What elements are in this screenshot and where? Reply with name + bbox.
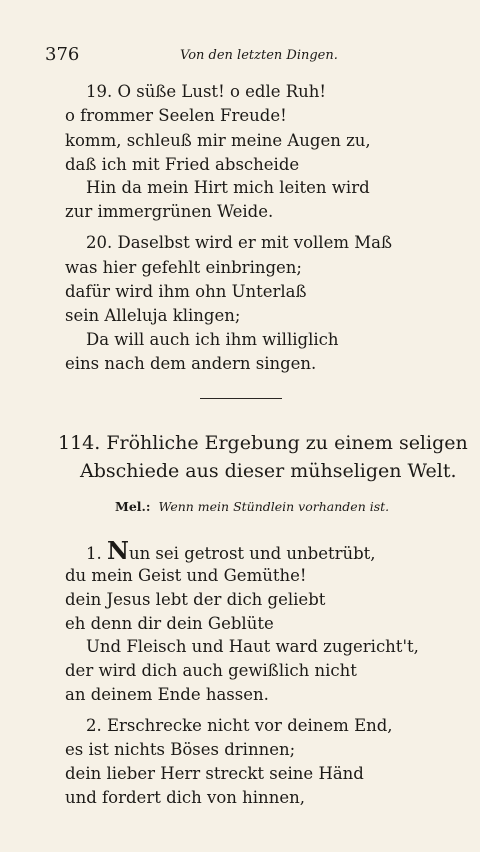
stanza-line: der wird dich auch gewißlich nicht: [65, 661, 357, 680]
melody-text: Wenn mein Stündlein vorhanden ist.: [158, 499, 390, 514]
stanza-line: Und Fleisch und Haut ward zugericht't,: [86, 637, 419, 656]
stanza-line: Hin da mein Hirt mich leiten wird: [86, 178, 370, 197]
stanza-number: 1.: [86, 544, 102, 563]
hymn-title-line: 114. Fröhliche Ergebung zu einem seligen: [58, 432, 468, 454]
stanza-line: komm, schleuß mir meine Augen zu,: [65, 131, 371, 150]
stanza-line: 20. Daselbst wird er mit vollem Maß: [86, 233, 392, 252]
stanza-line: an deinem Ende hassen.: [65, 685, 269, 704]
stanza-line: du mein Geist und Gemüthe!: [65, 566, 307, 585]
stanza-line: dein lieber Herr streckt seine Händ: [65, 764, 364, 783]
stanza-line: zur immergrünen Weide.: [65, 202, 274, 221]
stanza-line: und fordert dich von hinnen,: [65, 788, 305, 807]
hymn-title-line: Abschiede aus dieser mühseligen Welt.: [80, 460, 457, 482]
stanza-line: Da will auch ich ihm williglich: [86, 330, 339, 349]
stanza-line: was hier gefehlt einbringen;: [65, 258, 302, 277]
stanza-first-line: [86, 536, 376, 565]
stanza-line: o frommer Seelen Freude!: [65, 106, 287, 125]
melody-note: [115, 499, 389, 514]
stanza-line: 2. Erschrecke nicht vor deinem End,: [86, 716, 393, 735]
stanza-line: dafür wird ihm ohn Unterlaß: [65, 282, 307, 301]
stanza-line: eh denn dir dein Geblüte: [65, 614, 274, 633]
first-line-text: un sei getrost und unbetrübt,: [128, 544, 376, 563]
stanza-line: dein Jesus lebt der dich geliebt: [65, 590, 326, 609]
drop-initial: N: [107, 536, 129, 565]
stanza-line: 19. O süße Lust! o edle Ruh!: [86, 82, 327, 101]
stanza-line: eins nach dem andern singen.: [65, 354, 317, 373]
running-title: Von den letzten Dingen.: [180, 48, 338, 63]
section-divider: [200, 398, 282, 399]
stanza-line: es ist nichts Böses drinnen;: [65, 740, 296, 759]
stanza-line: daß ich mit Fried abscheide: [65, 155, 300, 174]
page-header: [45, 44, 435, 68]
melody-label: Mel.:: [115, 499, 151, 514]
stanza-line: sein Alleluja klingen;: [65, 306, 241, 325]
page-number: 376: [45, 44, 80, 65]
